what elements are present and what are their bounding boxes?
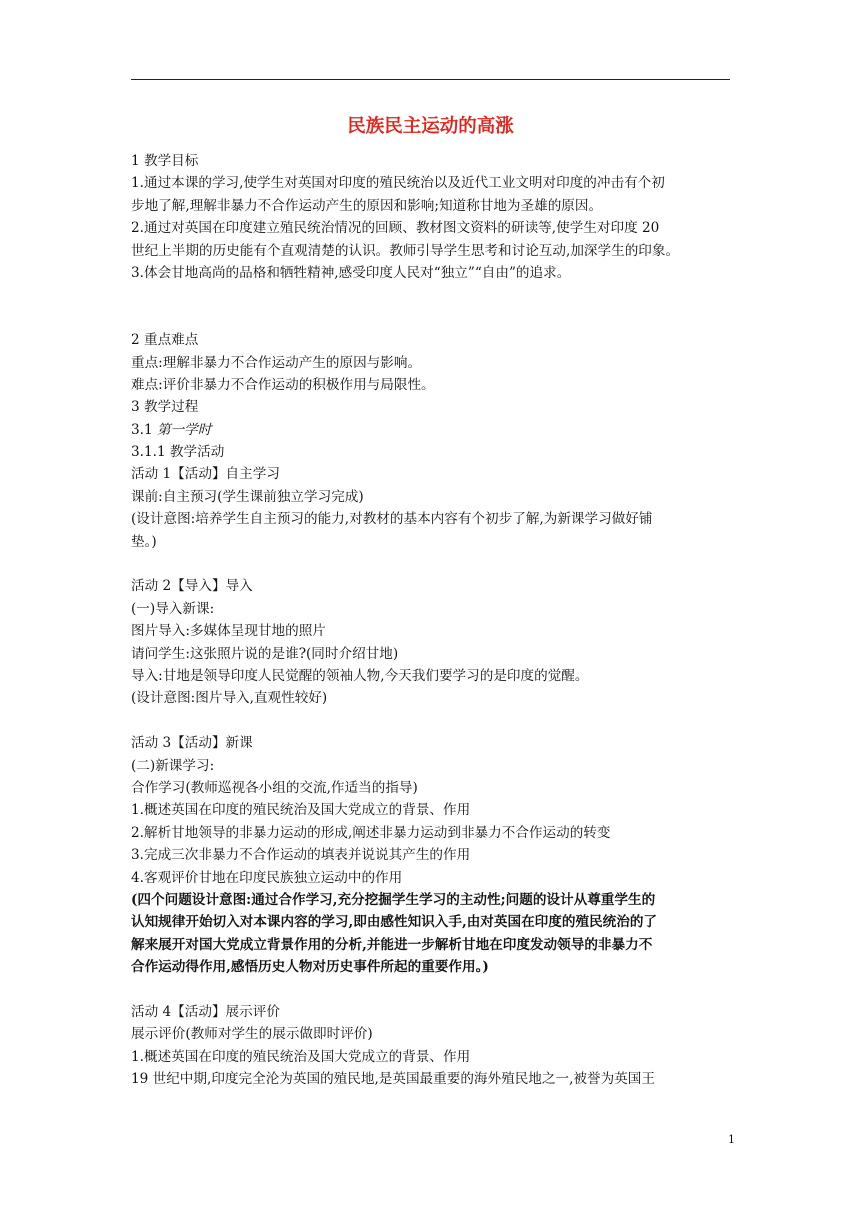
activity-2-line: 导入:甘地是领导印度人民觉醒的领袖人物,今天我们要学习的是印度的觉醒。 <box>131 668 589 684</box>
activity-4-line: 1.概述英国在印度的殖民统治及国大党成立的背景、作用 <box>131 1048 471 1065</box>
document-title: 民族民主运动的高涨 <box>347 116 514 137</box>
activity-1-line: (设计意图:培养学生自主预习的能力,对教材的基本内容有个初步了解,为新课学习做好铺 <box>131 511 653 528</box>
activity-2-line: (设计意图:图片导入,直观性较好) <box>131 690 328 707</box>
activity-3-line: 1.概述英国在印度的殖民统治及国大党成立的背景、作用 <box>131 802 471 819</box>
objective-line: 步地了解,理解非暴力不合作运动产生的原因和影响;知道称甘地为圣雄的原因。 <box>131 197 603 214</box>
objective-line: 3.体会甘地高尚的品格和牺牲精神,感受印度人民对“独立”“自由”的追求。 <box>131 264 571 281</box>
activity-1-line: 课前:自主预习(学生课前独立学习完成) <box>131 488 364 505</box>
document-body <box>131 150 731 1090</box>
activity-4-line: 展示评价(教师对学生的展示做即时评价) <box>131 1026 373 1043</box>
objective-line: 世纪上半期的历史能有个直观清楚的认识。教师引导学生思考和讨论互动,加深学生的印象。 <box>131 242 680 259</box>
section-heading-process: 3 教学过程 <box>131 399 199 416</box>
activity-2-heading: 活动 2【导入】导入 <box>131 578 253 595</box>
section-heading-key-points: 2 重点难点 <box>131 332 199 349</box>
key-point-line: 重点:理解非暴力不合作运动产生的原因与影响。 <box>131 354 422 371</box>
section-heading-objectives: 1 教学目标 <box>131 153 199 169</box>
activity-3-line: 合作学习(教师巡视各小组的交流,作适当的指导) <box>131 779 418 796</box>
activity-4-line: 19 世纪中期,印度完全沦为英国的殖民地,是英国最重要的海外殖民地之一,被誉为英国王 <box>131 1071 655 1088</box>
activity-3-line: 4.客观评价甘地在印度民族独立运动中的作用 <box>131 869 403 886</box>
design-intent-bold-line: 认知规律开始切入对本课内容的学习,即由感性知识入手,由对英国在印度的殖民统治的了 <box>131 914 658 931</box>
activity-1-heading: 活动 1【活动】自主学习 <box>131 466 280 483</box>
activity-2-line: 图片导入:多媒体呈现甘地的照片 <box>131 623 326 640</box>
activity-2-line: (一)导入新课: <box>131 600 215 617</box>
subsubsection-heading: 3.1.1 教学活动 <box>131 444 225 461</box>
design-intent-bold-line: 合作运动得作用,感悟历史人物对历史事件所起的重要作用。) <box>131 959 489 976</box>
activity-1-line: 垫。) <box>131 533 157 550</box>
activity-3-line: (二)新课学习: <box>131 757 215 774</box>
activity-2-line: 请问学生:这张照片说的是谁?(同时介绍甘地) <box>131 645 399 662</box>
difficult-point-line: 难点:评价非暴力不合作运动的积极作用与局限性。 <box>131 376 435 393</box>
activity-3-line: 2.解析甘地领导的非暴力运动的形成,阐述非暴力运动到非暴力不合作运动的转变 <box>131 824 611 841</box>
design-intent-bold-line: (四个问题设计意图:通过合作学习,充分挖掘学生学习的主动性;问题的设计从尊重学生的 <box>131 891 656 908</box>
subsection-number: 3.1 <box>131 421 157 438</box>
page-number: 1 <box>728 1133 735 1146</box>
activity-3-heading: 活动 3【活动】新课 <box>131 735 253 752</box>
header-rule <box>131 79 730 80</box>
subsection-title: 第一学时 <box>156 421 212 438</box>
design-intent-bold-line: 解来展开对国大党成立背景作用的分析,并能进一步解析甘地在印度发动领导的非暴力不 <box>131 936 653 953</box>
objective-line: 1.通过本课的学习,使学生对英国对印度的殖民统治以及近代工业文明对印度的冲击有个初 <box>131 175 665 192</box>
subsection-heading <box>131 419 731 441</box>
activity-3-line: 3.完成三次非暴力不合作运动的填表并说说其产生的作用 <box>131 847 471 864</box>
activity-4-heading: 活动 4【活动】展示评价 <box>131 1003 280 1020</box>
objective-line: 2.通过对英国在印度建立殖民统治情况的回顾、教材图文资料的研读等,使学生对印度 20 <box>131 220 660 237</box>
